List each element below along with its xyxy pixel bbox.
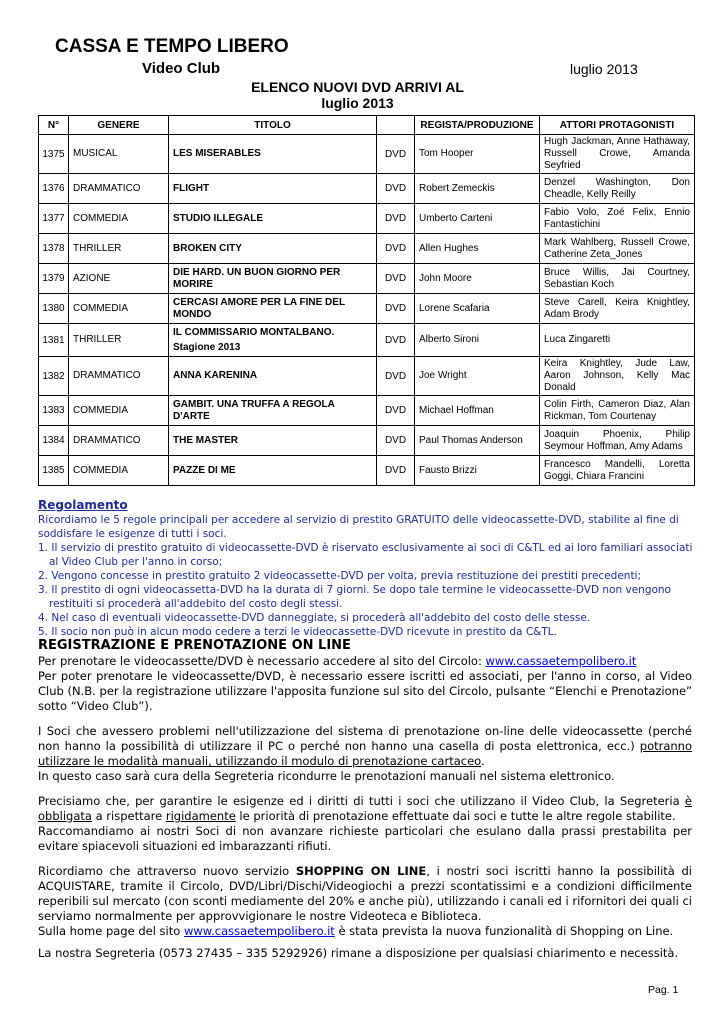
cell-title (169, 426, 377, 456)
organization-title: CASSA E TEMPO LIBERO (55, 36, 289, 57)
table-row (39, 264, 695, 294)
cell-number: 1375 (39, 135, 69, 174)
cell-number: 1376 (39, 174, 69, 204)
cell-genre: COMMEDIA (69, 294, 169, 324)
cell-number: 1385 (39, 456, 69, 486)
rules-list (38, 541, 698, 639)
title-text: FLIGHT (173, 182, 210, 194)
registration-p8: Sulla home page del sito www.cassaetempolibero.it è stata prevista la nuova funzionalità di Shopping on Line. (38, 924, 674, 938)
title-text: STUDIO ILLEGALE (173, 212, 263, 224)
cell-format: DVD (377, 426, 415, 456)
rules-section (38, 498, 698, 639)
cell-title (169, 174, 377, 204)
cell-format: DVD (377, 396, 415, 426)
table-row (39, 174, 695, 204)
table-row (39, 396, 695, 426)
cell-director: Umberto Carteni (415, 204, 540, 234)
column-header-actors: ATTORI PROTAGONISTI (540, 116, 695, 135)
registration-section (38, 638, 692, 961)
table-row (39, 204, 695, 234)
strictly-underline: rigidamente (165, 809, 236, 823)
table-row (39, 324, 695, 357)
title-text: THE MASTER (173, 434, 238, 446)
cell-actors: Francesco Mandelli, Loretta Goggi, Chiara Francini (540, 456, 695, 486)
cell-genre: COMMEDIA (69, 456, 169, 486)
cell-number: 1384 (39, 426, 69, 456)
cell-actors: Denzel Washington, Don Cheadle, Kelly Reilly (540, 174, 695, 204)
cell-director: Allen Hughes (415, 234, 540, 264)
column-header-genre: GENERE (69, 116, 169, 135)
cell-director: Lorene Scafaria (415, 294, 540, 324)
cell-number: 1381 (39, 324, 69, 357)
cell-director: Joe Wright (415, 357, 540, 396)
table-row (39, 456, 695, 486)
rule-item: 4. Nel caso di eventuali videocassette-DVD danneggiate, si procederà all'addebito del costo delle stesse. (38, 612, 591, 624)
cell-director: Alberto Sironi (415, 324, 540, 357)
column-header-number: N° (39, 116, 69, 135)
cell-title (169, 135, 377, 174)
table-row (39, 294, 695, 324)
cell-format: DVD (377, 234, 415, 264)
cell-format: DVD (377, 174, 415, 204)
registration-p5: Precisiamo che, per garantire le esigenze ed i diritti di tutti i soci che utilizzano il Video Club, la Segreteria è obbligata a rispettare rigidamente le priorità di prenotazione effettuate dai soci e tutte le altre regole stabilite. (38, 794, 692, 823)
column-header-director: REGISTA/PRODUZIONE (415, 116, 540, 135)
title-text: DIE HARD. UN BUON GIORNO PER MORIRE (173, 266, 341, 290)
registration-heading: REGISTRAZIONE E PRENOTAZIONE ON LINE (38, 638, 351, 653)
cell-format: DVD (377, 324, 415, 357)
cell-format: DVD (377, 135, 415, 174)
rule-item: 3. Il prestito di ogni videocassetta-DVD ha la durata di 7 giorni. Se dopo tale termine le videocassette-DVD non vengono restituiti si procederà all'addebito del costo degli stessi. (38, 584, 671, 610)
cell-director: Robert Zemeckis (415, 174, 540, 204)
table-header-row (39, 116, 695, 135)
registration-p3: I Soci che avessero problemi nell'utilizzazione del sistema di prenotazione on-line delle videocassette (perché non hanno la possibilità di utilizzare il PC o perché non hanno una casella di posta elettronica, ecc.) potranno utilizzare le modalità manuali, utilizzando il modulo di prenotazione cartaceo. (38, 724, 692, 768)
site-link-home[interactable]: www.cassaetempolibero.it (183, 924, 335, 938)
dvd-table (38, 115, 695, 486)
cell-director: Paul Thomas Anderson (415, 426, 540, 456)
cell-genre: THRILLER (69, 234, 169, 264)
registration-p9: La nostra Segreteria (0573 27435 – 335 5292926) rimane a disposizione per qualsiasi chiarimento e necessità. (38, 946, 679, 960)
cell-title (169, 324, 377, 357)
cell-genre: COMMEDIA (69, 204, 169, 234)
title-text: IL COMMISSARIO MONTALBANO. (173, 326, 335, 338)
cell-director: Fausto Brizzi (415, 456, 540, 486)
cell-title (169, 357, 377, 396)
column-header-format (377, 116, 415, 135)
month-date: luglio 2013 (570, 61, 638, 77)
cell-title (169, 264, 377, 294)
cell-title (169, 204, 377, 234)
title-text: ANNA KARENINA (173, 370, 258, 381)
cell-actors: Bruce Willis, Jai Courtney, Sebastian Koch (540, 264, 695, 294)
cell-format: DVD (377, 204, 415, 234)
list-heading (220, 79, 495, 111)
cell-actors: Mark Wahlberg, Russell Crowe, Catherine Zeta_Jones (540, 234, 695, 264)
column-header-title: TITOLO (169, 116, 377, 135)
cell-number: 1379 (39, 264, 69, 294)
shopping-online-label: SHOPPING ON LINE (295, 864, 427, 878)
cell-format: DVD (377, 264, 415, 294)
table-row (39, 135, 695, 174)
table-row (39, 357, 695, 396)
cell-actors: Keira Knightley, Jude Law, Aaron Johnson, Kelly Mac Donald (540, 357, 695, 396)
manual-booking-note: potranno utilizzare le modalità manuali, utilizzando il modulo di prenotazione cartaceo (38, 739, 692, 768)
cell-genre: DRAMMATICO (69, 426, 169, 456)
cell-genre: DRAMMATICO (69, 174, 169, 204)
title-text: CERCASI AMORE PER LA FINE DEL MONDO (173, 296, 345, 320)
cell-format: DVD (377, 294, 415, 324)
cell-genre: MUSICAL (69, 135, 169, 174)
registration-p2: Per poter prenotare le videocassette/DVD, è necessario essere iscritti ed associati, per l'anno in corso, al Video Club (N.B. per la registrazione utilizzare l'apposita funzione sul sito del Circolo, pulsante “Elenchi e Prenotazione” sotto “Video Club”). (38, 669, 692, 713)
cell-genre: COMMEDIA (69, 396, 169, 426)
cell-title (169, 294, 377, 324)
table-row (39, 426, 695, 456)
title-text: LES MISERABLES (173, 148, 261, 159)
cell-title (169, 396, 377, 426)
cell-actors: Luca Zingaretti (540, 324, 695, 357)
title-text: BROKEN CITY (173, 242, 242, 254)
cell-actors: Colin Firth, Cameron Diaz, Alan Rickman, Tom Courtenay (540, 396, 695, 426)
title-text: GAMBIT. UNA TRUFFA A REGOLA D'ARTE (173, 398, 335, 422)
cell-actors: Fabio Volo, Zoé Felix, Ennio Fantastichini (540, 204, 695, 234)
rule-item: 2. Vengono concesse in prestito gratuito 2 videocassette-DVD per volta, previa restituzione dei prestiti precedenti; (38, 570, 642, 582)
cell-number: 1377 (39, 204, 69, 234)
rules-heading: Regolamento (38, 498, 128, 512)
page-number: Pag. 1 (648, 984, 679, 996)
cell-actors: Steve Carell, Keira Knightley, Adam Brody (540, 294, 695, 324)
list-heading-line1: ELENCO NUOVI DVD ARRIVI AL (251, 79, 464, 95)
cell-title (169, 456, 377, 486)
cell-number: 1380 (39, 294, 69, 324)
title-subtitle: Stagione 2013 (173, 341, 241, 353)
cell-genre: DRAMMATICO (69, 357, 169, 396)
cell-number: 1378 (39, 234, 69, 264)
table-row (39, 234, 695, 264)
cell-number: 1383 (39, 396, 69, 426)
registration-p6: Raccomandiamo ai nostri Soci di non avanzare richieste particolari che esulano dalla prassi prestabilita per evitare spiacevoli situazioni ed imbarazzanti rifiuti. (38, 824, 692, 853)
obligation-underline: è obbligata (38, 794, 692, 823)
rule-item: 5. Il socio non può in alcun modo cedere a terzi le videocassette-DVD ricevute in prestito da C&TL. (38, 626, 557, 638)
registration-p4: In questo caso sarà cura della Segreteria ricondurre le prenotazioni manuali nel sistema elettronico. (38, 769, 615, 783)
cell-director: John Moore (415, 264, 540, 294)
cell-director: Michael Hoffman (415, 396, 540, 426)
title-text: PAZZE DI ME (173, 464, 236, 476)
site-link[interactable]: www.cassaetempolibero.it (485, 654, 637, 668)
cell-title (169, 234, 377, 264)
rules-intro: Ricordiamo le 5 regole principali per accedere al servizio di prestito GRATUITO delle videocassette-DVD, stabilite al fine di soddisfare le esigenze di tutti i soci. (38, 514, 679, 540)
cell-actors: Hugh Jackman, Anne Hathaway, Russell Crowe, Amanda Seyfried (540, 135, 695, 174)
registration-p7: Ricordiamo che attraverso nuovo servizio SHOPPING ON LINE, i nostri soci iscritti hanno la possibilità di ACQUISTARE, tramite il Circolo, DVD/Libri/Dischi/Videogiochi a prezzi scontatissimi e a condizioni difficilmente reperibili sul mercato (con sconti mediamente del 20% e anche più), utilizzando i canali ed i rifornitori dei quali ci serviamo normalmente per approvvigionare le nostre Videoteca e Biblioteca. (38, 864, 692, 923)
cell-genre: THRILLER (69, 324, 169, 357)
club-subtitle: Video Club (142, 60, 221, 77)
cell-format: DVD (377, 357, 415, 396)
cell-format: DVD (377, 456, 415, 486)
registration-p1: Per prenotare le videocassette/DVD è necessario accedere al sito del Circolo: www.cassaetempolibero.it (38, 654, 637, 668)
cell-genre: AZIONE (69, 264, 169, 294)
cell-number: 1382 (39, 357, 69, 396)
cell-actors: Joaquin Phoenix, Philip Seymour Hoffman, Amy Adams (540, 426, 695, 456)
list-heading-line2: luglio 2013 (321, 95, 394, 111)
rule-item: 1. Il servizio di prestito gratuito di videocassette-DVD è riservato esclusivamente ai soci di C&TL ed ai loro familiari associati al Video Club per l'anno in corso; (38, 542, 693, 568)
cell-director: Tom Hooper (415, 135, 540, 174)
